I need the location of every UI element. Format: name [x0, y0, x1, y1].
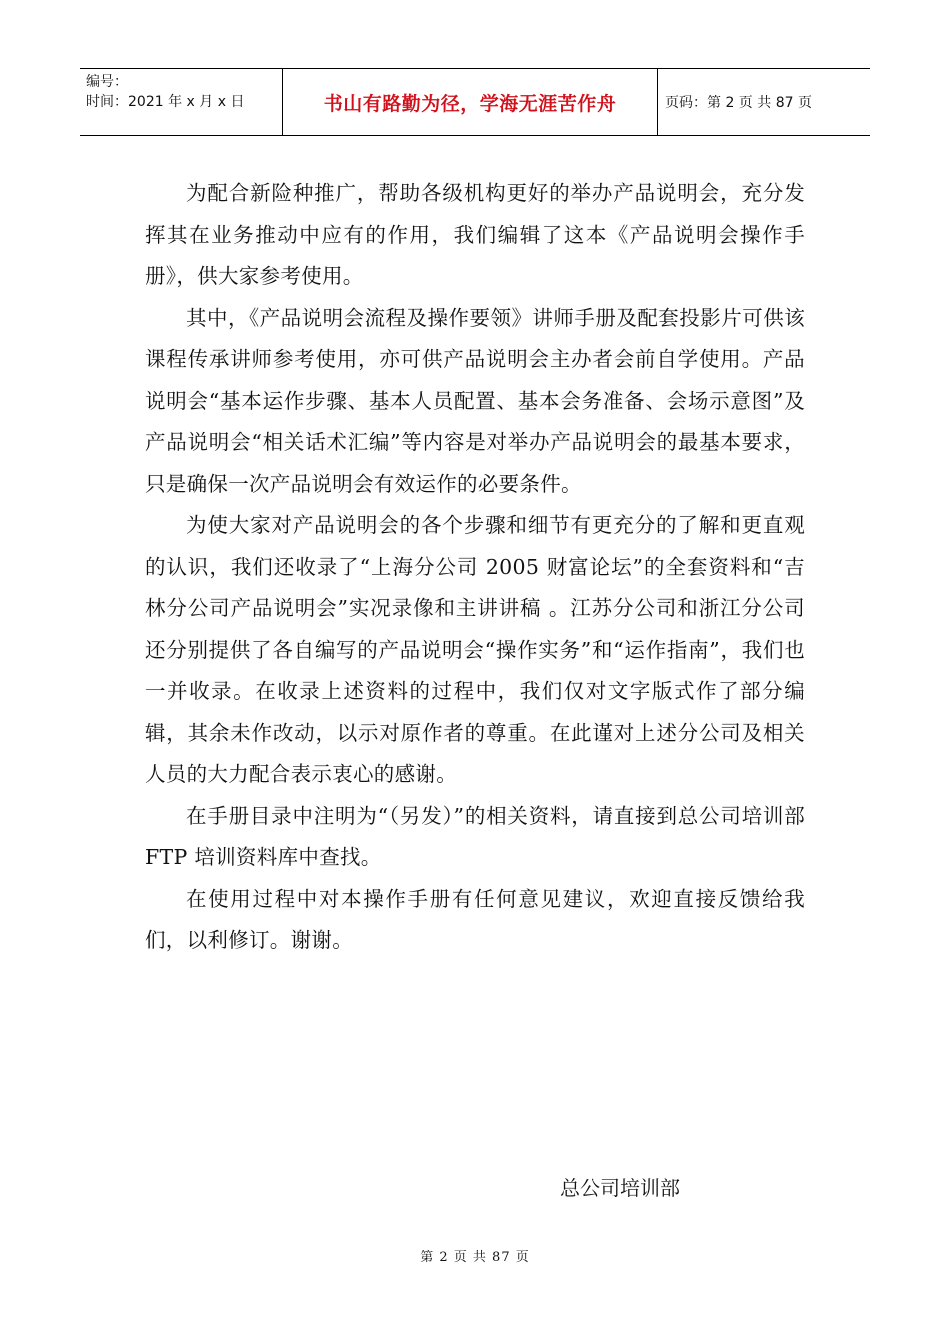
header-slogan: 书山有路勤为径，学海无涯苦作舟	[283, 69, 658, 135]
paragraph: 为配合新险种推广，帮助各级机构更好的举办产品说明会，充分发挥其在业务推动中应有的作用，我们编辑了这本《产品说明会操作手册》，供大家参考使用。	[145, 181, 805, 288]
paragraph: 在手册目录中注明为“（另发）”的相关资料，请直接到总公司培训部 FTP 培训资料库中查找。	[145, 803, 805, 869]
paragraph: 为使大家对产品说明会的各个步骤和细节有更充分的了解和更直观的认识，我们还收录了“上海分公司 2005 财富论坛”的全套资料和“吉林分公司产品说明会”实况录像和主讲讲稿 。江苏分公司和浙江分公司还分别提供了各自编写的产品说明会“操作实务”和“运作指南”，我们也一并收录。在收录上述资料的过程中，我们仅对文字版式作了部分编辑，其余未作改动，以示对原作者的尊重。在此谨对上述分公司及相关人员的大力配合表示衷心的感谢。	[145, 513, 805, 786]
page-footer: 第 2 页 共 87 页	[420, 1250, 530, 1265]
page-header	[80, 68, 870, 136]
header-page-info: 页码：第 2 页 共 87 页	[665, 95, 812, 111]
header-meta	[80, 69, 283, 135]
document-number-label: 编号：	[86, 74, 128, 90]
document-body	[145, 173, 805, 962]
paragraph: 在使用过程中对本操作手册有任何意见建议，欢迎直接反馈给我们，以利修订。谢谢。	[145, 886, 805, 952]
paragraph: 其中，《产品说明会流程及操作要领》讲师手册及配套投影片可供该课程传承讲师参考使用，亦可供产品说明会主办者会前自学使用。产品说明会“基本运作步骤、基本人员配置、基本会务准备、会场示意图”及产品说明会“相关话术汇编”等内容是对举办产品说明会的最基本要求，只是确保一次产品说明会有效运作的必要条件。	[145, 305, 805, 496]
signature: 总公司培训部	[560, 1176, 680, 1200]
document-time-label: 时间：2021 年 x 月 x 日	[86, 94, 245, 110]
